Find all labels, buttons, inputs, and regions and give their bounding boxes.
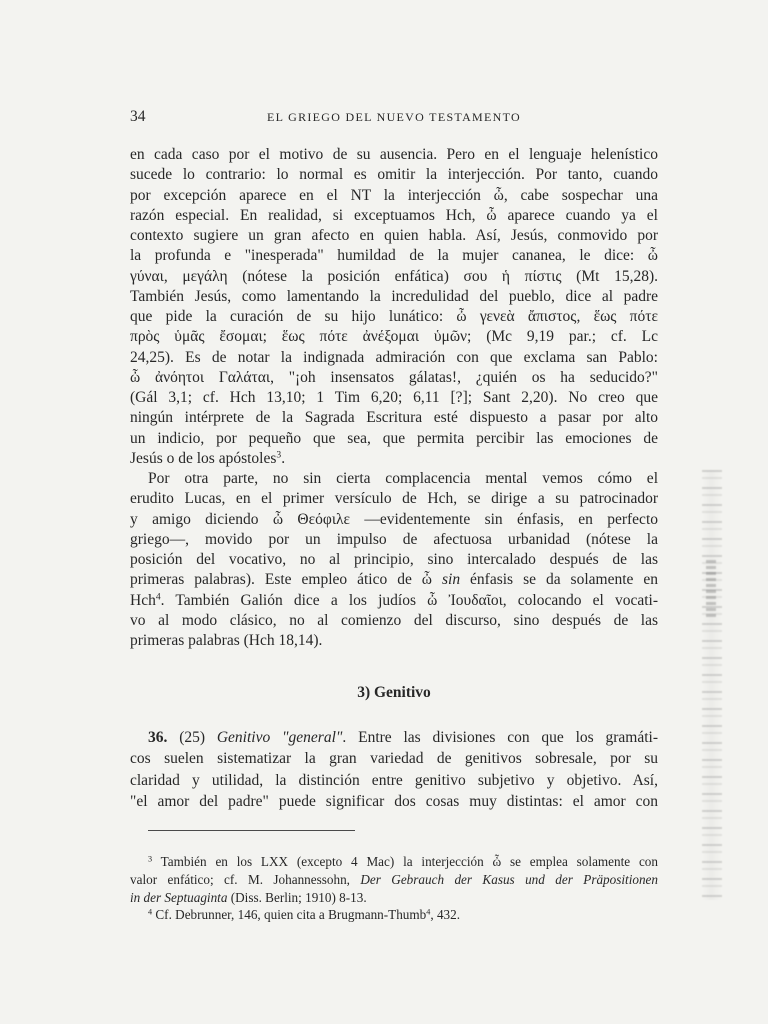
- text-line: [130, 906, 658, 924]
- text-line: posición del vocativo, no al principio, sino intercalado después de las: [130, 551, 658, 568]
- footnote-4: [130, 906, 658, 924]
- text-line: erudito Lucas, en el primer versículo de Hch, se dirige a su patrocinador: [130, 490, 658, 508]
- text-line: la profunda e "inesperada" humildad de la mujer cananea, le dice: ὦ: [130, 247, 658, 265]
- text-line: ὦ ἀνόητοι Γαλάται, "¡oh insensatos gálatas!, ¿quién os ha seducido?": [130, 368, 658, 386]
- line-text: énfasis se da solamente en: [460, 571, 658, 589]
- italic-text: Genitivo "general": [216, 729, 343, 746]
- text-line: [130, 853, 658, 871]
- text-line: 24,25). Es de notar la indignada admiración con que exclama san Pablo:: [130, 348, 658, 366]
- paragraph-number: 36.: [148, 729, 168, 746]
- footnote-marker: 3: [148, 854, 153, 864]
- line-text: (25): [167, 729, 217, 746]
- line-text: , 432.: [430, 907, 461, 923]
- text-line: [130, 889, 658, 907]
- body-text: [130, 145, 658, 651]
- text-line: un indicio, por pequeño que sea, que permita percibir las emociones de: [130, 429, 658, 447]
- paragraph-36: [130, 727, 658, 812]
- footnote-ref: 4: [155, 591, 161, 603]
- edition-superscript: 4: [426, 907, 431, 917]
- line-text: .: [281, 449, 286, 467]
- running-head: [130, 108, 658, 126]
- text-line: [130, 591, 658, 611]
- footnote-marker: 4: [148, 907, 153, 917]
- text-line: "el amor del padre" puede significar dos cosas muy distintas: el amor con: [130, 792, 658, 810]
- text-line: (Gál 3,1; cf. Hch 13,10; 1 Tim 6,20; 6,11 [?]; Sant 2,20). No creo que: [130, 389, 658, 406]
- text-line: Por otra parte, no sin cierta complacencia mental vemos cómo el: [148, 470, 658, 487]
- section-heading: 3) Genitivo: [357, 684, 431, 701]
- text-line: en cada caso por el motivo de su ausencia. Pero en el lenguaje helenístico: [130, 146, 658, 163]
- text-line: πρὸς ὑμᾶς ἔσομαι; ἕως πότε ἀνέξομαι ὑμῶν; (Mc 9,19 par.; cf. Lc: [130, 328, 658, 346]
- text-line: vo al modo clásico, no al comienzo del discurso, sino después de las: [130, 611, 658, 629]
- text-line: claridad y utilidad, la distinción entre genitivo subjetivo y objetivo. Así,: [130, 771, 658, 789]
- italic-text: Der Gebrauch der Kasus und der Präpositionen: [360, 871, 658, 887]
- text-line: razón especial. En realidad, si exceptuamos Hch, ὦ aparece cuando ya el: [130, 206, 658, 224]
- text-line: y amigo diciendo ὦ Θεόφιλε —evidentemente sin énfasis, en perfecto: [130, 510, 658, 528]
- text-line: [130, 871, 658, 889]
- italic-text: in der Septuaginta: [130, 889, 228, 905]
- text-line: sucede lo contrario: lo normal es omitir la interjección. Por tanto, cuando: [130, 166, 658, 184]
- text-line: que pide la curación de su hijo lunático: ὦ γενεὰ ἄπιστος, ἕως πότε: [130, 308, 658, 325]
- line-text: (Diss. Berlin; 1910) 8-13.: [227, 889, 367, 905]
- line-text: . Entre las divisiones con que los gramáti-: [342, 729, 658, 746]
- line-text: primeras palabras). Este empleo ático de ὦ: [130, 571, 442, 589]
- line-text: Hch: [130, 591, 156, 609]
- text-line: contexto sugiere un gran afecto en quien habla. Así, Jesús, conmovido por: [130, 227, 658, 244]
- line-text: valor enfático; cf. M. Johannessohn,: [130, 871, 361, 887]
- footnote-ref: 3: [276, 449, 282, 461]
- text-line: [130, 570, 658, 590]
- footnote-3: [130, 853, 658, 906]
- line-text: Jesús o de los apóstoles: [130, 449, 277, 467]
- text-line: También Jesús, como lamentando la incredulidad del pueblo, dice al padre: [130, 287, 658, 305]
- text-line: por excepción aparece en el NT la interjección ὦ, cabe sospechar una: [130, 186, 658, 204]
- paragraph: [130, 469, 658, 651]
- line-text: Cf. Debrunner, 146, quien cita a Brugmann-Thumb: [152, 907, 427, 923]
- italic-text: sin: [441, 571, 461, 589]
- text-line: [130, 449, 658, 469]
- text-line: griego—, movido por un impulso de afectuosa urbanidad (nótese la: [130, 530, 658, 548]
- line-text: También en los LXX (excepto 4 Mac) la interjección ὦ se emplea solamente con: [152, 854, 658, 869]
- footnote-separator: [148, 830, 355, 831]
- text-line: [130, 727, 658, 748]
- running-title: EL GRIEGO DEL NUEVO TESTAMENTO: [266, 110, 521, 124]
- line-text: . También Galión dice a los judíos ὦ Ἰουδαῖοι, colocando el vocati-: [160, 591, 658, 609]
- page-number: 34: [130, 108, 146, 125]
- text-line: primeras palabras (Hch 18,14).: [130, 632, 323, 649]
- scan-edge-noise: [702, 470, 722, 900]
- paragraph: [130, 145, 658, 469]
- footnotes: [130, 853, 658, 924]
- scan-edge-noise: [706, 560, 716, 620]
- text-line: γύναι, μεγάλη (nótese la posición enfática) σου ἡ πίστις (Mt 15,28).: [130, 267, 658, 285]
- text-line: ningún intérprete de la Sagrada Escritura esté dispuesto a pasar por alto: [130, 409, 658, 427]
- text-line: cos suelen sistematizar la gran variedad de genitivos sobresale, por su: [130, 750, 658, 768]
